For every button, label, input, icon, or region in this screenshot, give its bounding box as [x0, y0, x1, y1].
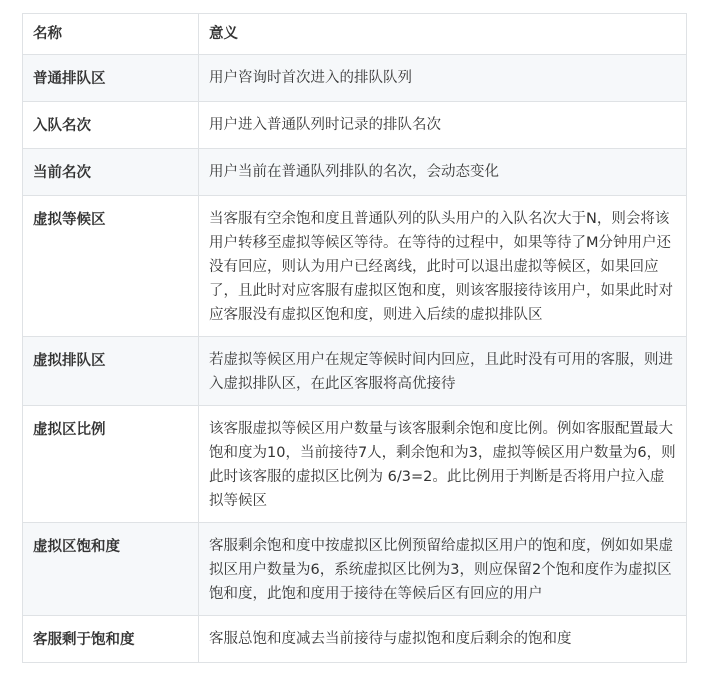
- term-cell: 虚拟排队区: [23, 337, 199, 406]
- table-row: [23, 196, 687, 337]
- table-row: [23, 523, 687, 616]
- header-name: 名称: [23, 14, 199, 55]
- term-cell: 虚拟区比例: [23, 406, 199, 523]
- meaning-cell: 客服剩余饱和度中按虚拟区比例预留给虚拟区用户的饱和度，例如如果虚拟区用户数量为6，系统虚拟区比例为3，则应保留2个饱和度作为虚拟区饱和度，此饱和度用于接待在等候后区有回应的用户: [199, 523, 687, 616]
- meaning-cell: 当客服有空余饱和度且普通队列的队头用户的入队名次大于N，则会将该用户转移至虚拟等候区等待。在等待的过程中，如果等待了M分钟用户还没有回应，则认为用户已经离线，此时可以退出虚拟等候区，如果回应了，且此时对应客服有虚拟区饱和度，则该客服接待该用户，如果此时对应客服没有虚拟区饱和度，则进入后续的虚拟排队区: [199, 196, 687, 337]
- meaning-cell: 若虚拟等候区用户在规定等候时间内回应，且此时没有可用的客服，则进入虚拟排队区，在此区客服将高优接待: [199, 337, 687, 406]
- meaning-cell: 用户进入普通队列时记录的排队名次: [199, 102, 687, 149]
- definitions-table-container: [22, 13, 686, 663]
- term-cell: 普通排队区: [23, 55, 199, 102]
- term-cell: 虚拟等候区: [23, 196, 199, 337]
- header-meaning: 意义: [199, 14, 687, 55]
- table-row: [23, 102, 687, 149]
- table-header-row: [23, 14, 687, 55]
- term-cell: 当前名次: [23, 149, 199, 196]
- term-cell: 入队名次: [23, 102, 199, 149]
- term-cell: 客服剩于饱和度: [23, 616, 199, 663]
- table-row: [23, 616, 687, 663]
- table-row: [23, 55, 687, 102]
- meaning-cell: 用户咨询时首次进入的排队队列: [199, 55, 687, 102]
- definitions-table: [22, 13, 687, 663]
- meaning-cell: 用户当前在普通队列排队的名次，会动态变化: [199, 149, 687, 196]
- meaning-cell: 该客服虚拟等候区用户数量与该客服剩余饱和度比例。例如客服配置最大饱和度为10，当前接待7人，剩余饱和为3，虚拟等候区用户数量为6，则此时该客服的虚拟区比例为 6/3=2。此比例用于判断是否将用户拉入虚拟等候区: [199, 406, 687, 523]
- table-row: [23, 406, 687, 523]
- table-row: [23, 337, 687, 406]
- meaning-cell: 客服总饱和度减去当前接待与虚拟饱和度后剩余的饱和度: [199, 616, 687, 663]
- term-cell: 虚拟区饱和度: [23, 523, 199, 616]
- table-row: [23, 149, 687, 196]
